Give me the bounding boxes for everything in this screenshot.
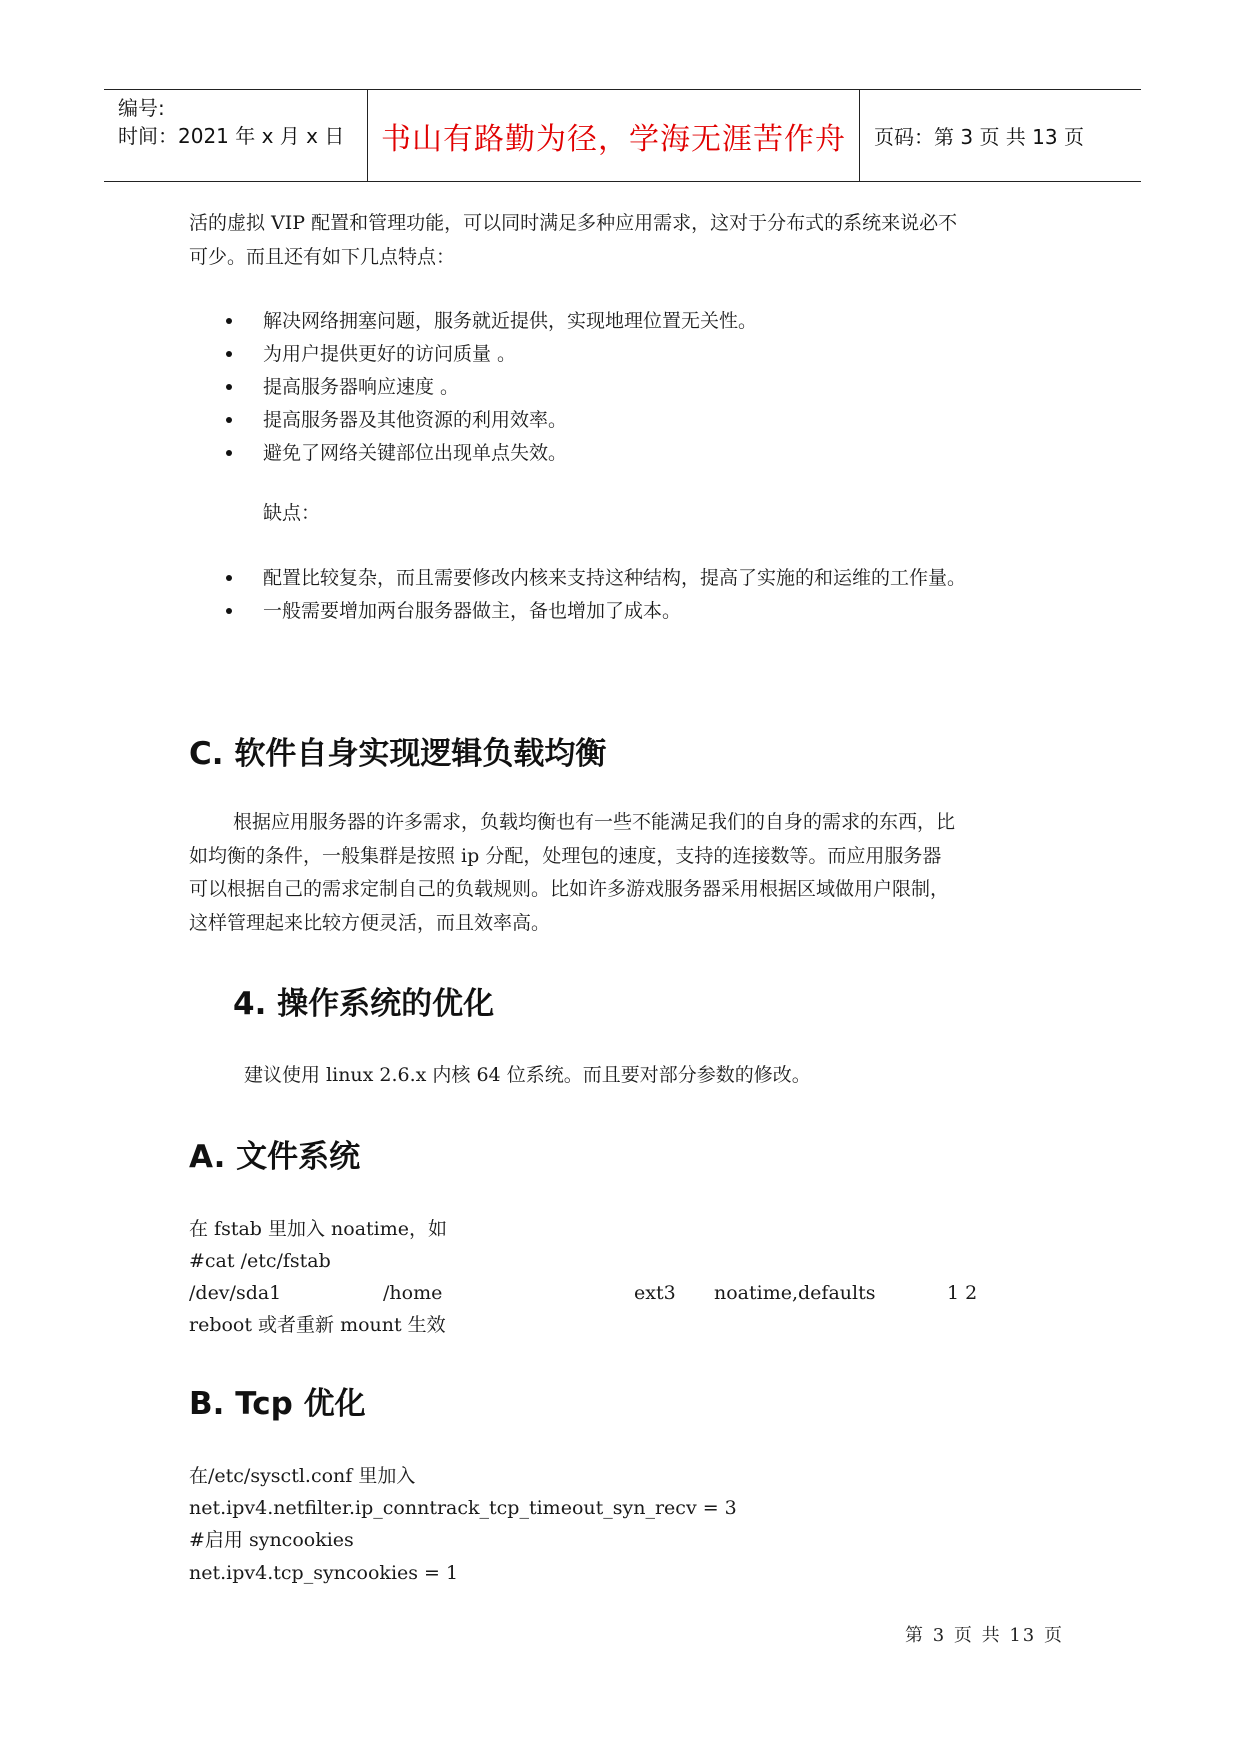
code-line: net.ipv4.tcp_syncookies = 1 — [189, 1562, 459, 1584]
chapter-heading: 4. 操作系统的优化 — [233, 986, 495, 1022]
fstab-dump-pass: 1 2 — [947, 1282, 978, 1304]
bullet-icon — [226, 318, 232, 324]
bullet-icon — [226, 450, 232, 456]
header-motto: 书山有路勤为径，学海无涯苦作舟 — [368, 90, 860, 181]
paragraph-line: 可以根据自己的需求定制自己的负载规则。比如许多游戏服务器采用根据区域做用户限制， — [189, 878, 950, 900]
list-item: 提高服务器响应速度 。 — [263, 376, 460, 398]
paragraph-line: 建议使用 linux 2.6.x 内核 64 位系统。而且要对部分参数的修改。 — [244, 1064, 811, 1086]
header-page-label: 页码：第 3 页 共 13 页 — [874, 125, 1084, 149]
document-time-label: 时间：2021 年 x 月 x 日 — [118, 124, 345, 148]
bullet-icon — [226, 608, 232, 614]
page-header — [104, 89, 1141, 182]
section-heading: C. 软件自身实现逻辑负载均衡 — [189, 736, 607, 772]
intro-line-1: 活的虚拟 VIP 配置和管理功能，可以同时满足多种应用需求，这对于分布式的系统来说必不 — [189, 212, 958, 234]
bullet-icon — [226, 575, 232, 581]
code-line: #cat /etc/fstab — [189, 1250, 331, 1272]
code-line: #启用 syncookies — [189, 1529, 354, 1551]
bullet-icon — [226, 417, 232, 423]
paragraph-line: 在 fstab 里加入 noatime，如 — [189, 1218, 448, 1240]
code-line: net.ipv4.netfilter.ip_conntrack_tcp_timeout_syn_recv = 3 — [189, 1497, 737, 1519]
page-footer: 第 3 页 共 13 页 — [905, 1625, 1064, 1646]
fstab-fstype: ext3 — [634, 1282, 676, 1304]
list-item: 配置比较复杂，而且需要修改内核来支持这种结构，提高了实施的和运维的工作量。 — [263, 567, 967, 589]
list-item: 避免了网络关键部位出现单点失效。 — [263, 442, 568, 464]
section-heading: A. 文件系统 — [189, 1139, 361, 1175]
bullet-icon — [226, 351, 232, 357]
list-item: 一般需要增加两台服务器做主，备也增加了成本。 — [263, 600, 682, 622]
section-heading: B. Tcp 优化 — [189, 1386, 366, 1422]
document-number-label: 编号: — [118, 96, 165, 120]
fstab-options: noatime,defaults — [714, 1282, 876, 1304]
fstab-device: /dev/sda1 — [189, 1282, 282, 1304]
list-item: 为用户提供更好的访问质量 。 — [263, 343, 517, 365]
disadvantages-label: 缺点： — [263, 502, 321, 524]
paragraph-line: reboot 或者重新 mount 生效 — [189, 1314, 446, 1336]
list-item: 解决网络拥塞问题，服务就近提供，实现地理位置无关性。 — [263, 310, 758, 332]
bullet-icon — [226, 384, 232, 390]
paragraph-line: 根据应用服务器的许多需求，负载均衡也有一些不能满足我们的自身的需求的东西，比 — [233, 811, 956, 833]
paragraph-line: 如均衡的条件，一般集群是按照 ip 分配，处理包的速度，支持的连接数等。而应用服务器 — [189, 845, 942, 867]
list-item: 提高服务器及其他资源的利用效率。 — [263, 409, 568, 431]
paragraph-line: 在/etc/sysctl.conf 里加入 — [189, 1465, 416, 1487]
paragraph-line: 这样管理起来比较方便灵活，而且效率高。 — [189, 912, 551, 934]
fstab-mountpoint: /home — [383, 1282, 443, 1304]
header-meta — [104, 90, 368, 181]
intro-line-2: 可少。而且还有如下几点特点： — [189, 246, 456, 268]
